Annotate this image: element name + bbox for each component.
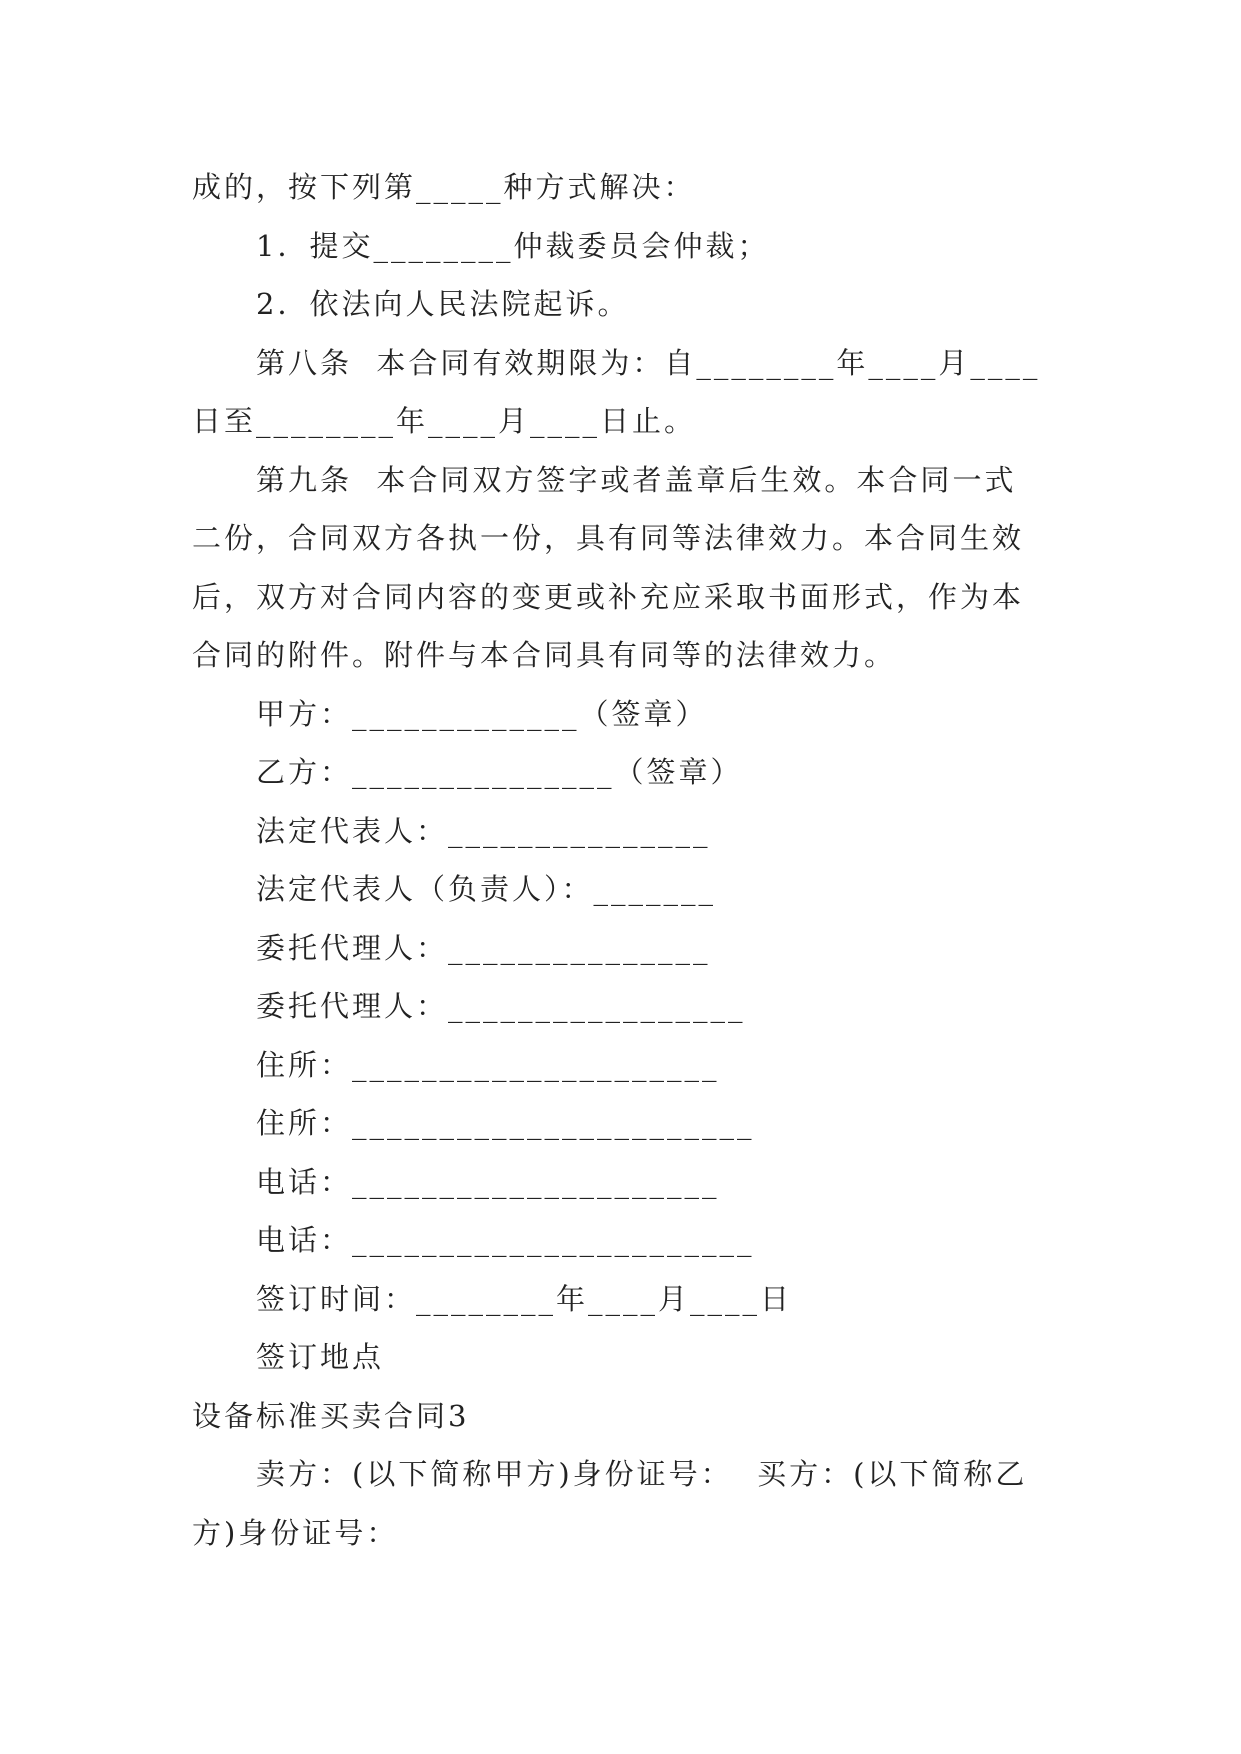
text-line: 二份，合同双方各执一份，具有同等法律效力。本合同生效 bbox=[192, 521, 1025, 555]
text-line: 后，双方对合同内容的变更或补充应采取书面形式，作为本 bbox=[192, 579, 1025, 614]
signing-date-line: 签订时间：________年____月____日 bbox=[256, 1281, 793, 1316]
phone-line: 电话：_____________________ bbox=[256, 1164, 720, 1199]
agent-line: 委托代理人：_________________ bbox=[256, 989, 746, 1023]
text-line: 成的，按下列第_____种方式解决： bbox=[192, 170, 696, 204]
address-line: 住所：_____________________ bbox=[256, 1047, 720, 1082]
text-line: 日至________年____月____日止。 bbox=[192, 404, 697, 438]
address-line: 住所：_______________________ bbox=[256, 1106, 755, 1140]
document-page bbox=[192, 158, 1052, 1562]
party-a-signature-line: 甲方：_____________（签章） bbox=[256, 696, 708, 731]
article-9-line: 第九条 本合同双方签字或者盖章后生效。本合同一式 bbox=[256, 462, 1017, 497]
text-line: 2．依法向人民法院起诉。 bbox=[256, 287, 630, 321]
text-line: 1．提交________仲裁委员会仲裁； bbox=[256, 228, 770, 263]
text-line: 卖方：(以下简称甲方)身份证号： 买方：(以下简称乙 bbox=[256, 1457, 1028, 1491]
legal-representative-line: 法定代表人（负责人）：_______ bbox=[256, 872, 717, 906]
text-line: 合同的附件。附件与本合同具有同等的法律效力。 bbox=[192, 638, 897, 672]
article-8-line: 第八条 本合同有效期限为：自________年____月____ bbox=[256, 345, 1041, 380]
phone-line: 电话：_______________________ bbox=[256, 1223, 755, 1257]
legal-representative-line: 法定代表人：_______________ bbox=[256, 813, 711, 848]
agent-line: 委托代理人：_______________ bbox=[256, 930, 711, 965]
signing-place-line: 签订地点 bbox=[256, 1340, 385, 1374]
party-b-signature-line: 乙方：_______________（签章） bbox=[256, 755, 743, 789]
text-line: 方)身份证号： bbox=[192, 1515, 399, 1550]
section-heading: 设备标准买卖合同3 bbox=[192, 1398, 470, 1433]
